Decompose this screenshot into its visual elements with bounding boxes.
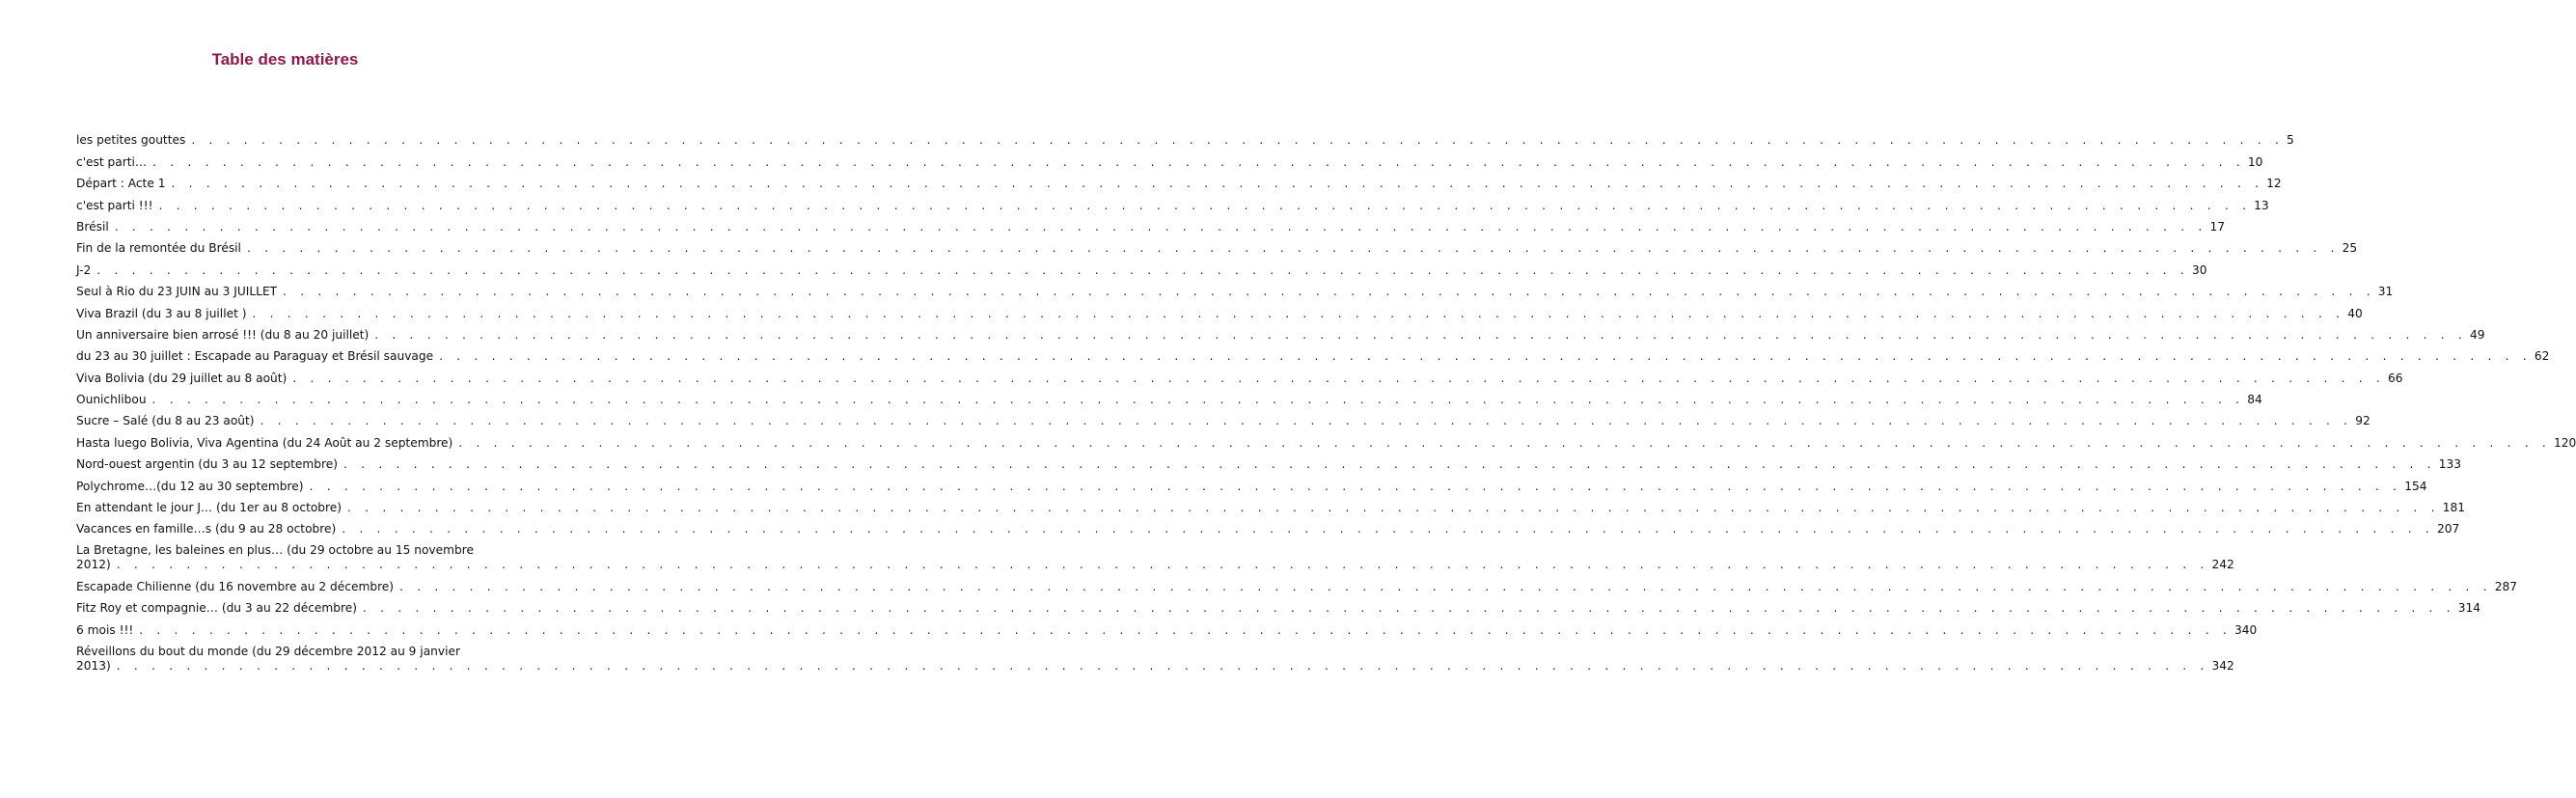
toc-entry[interactable] xyxy=(76,537,2234,572)
toc-entry-page: 120 xyxy=(2554,435,2576,450)
toc-entry-label: Escapade Chilienne (du 16 novembre au 2 décembre) xyxy=(76,579,395,593)
toc-entry[interactable] xyxy=(76,148,2263,169)
dot-leader: . . . . . . . . . . . . . . . . . . . . . . . . . . . . . . . . . . . . . . . . . . . . . . . . . . . . . . . . . . . . . . . . . . . . . . . . . . . . . . . . . . . . . . . . . . . . . . . . . . . . . . . . . . . . . . . . . . . . . . . . xyxy=(252,306,2345,320)
toc-entry-label: Départ : Acte 1 xyxy=(76,177,166,191)
toc-entry-page: 340 xyxy=(2233,622,2258,637)
toc-entry-page: 342 xyxy=(2211,658,2234,673)
toc-entry-page: 133 xyxy=(2438,457,2461,472)
toc-entry[interactable] xyxy=(76,364,2403,385)
toc-entry-page: 31 xyxy=(2377,285,2394,299)
toc-entry-label: Seul à Rio du 23 JUIN au 3 JUILLET xyxy=(76,285,278,299)
toc-entry-label: du 23 au 30 juillet : Escapade au Paraguay et Brésil sauvage xyxy=(76,349,434,364)
toc-entry-page: 181 xyxy=(2442,501,2466,515)
dot-leader: . . . . . . . . . . . . . . . . . . . . . . . . . . . . . . . . . . . . . . . . . . . . . . . . . . . . . . . . . . . . . . . . . . . . . . . . . . . . . . . . . . . . . . . . . . . . . . . . . . . . . . . . . . . . . . . . . . . . . . . . xyxy=(191,133,2285,148)
toc-entry[interactable] xyxy=(76,343,2550,364)
toc-entry[interactable] xyxy=(76,126,2294,148)
dot-leader: . . . . . . . . . . . . . . . . . . . . . . . . . . . . . . . . . . . . . . . . . . . . . . . . . . . . . . . . . . . . . . . . . . . . . . . . . . . . . . . . . . . . . . . . . . . . . . . . . . . . . . . . . . . . . . . . . . . . . . . . xyxy=(246,241,2340,256)
dot-leader: . . . . . . . . . . . . . . . . . . . . . . . . . . . . . . . . . . . . . . . . . . . . . . . . . . . . . . . . . . . . . . . . . . . . . . . . . . . . . . . . . . . . . . . . . . . . . . . . . . . . . . . . . . . . . . . . . . . . . . . . xyxy=(260,414,2353,428)
toc-entry-page: 30 xyxy=(2192,262,2207,277)
dot-leader: . . . . . . . . . . . . . . . . . . . . . . . . . . . . . . . . . . . . . . . . . . . . . . . . . . . . . . . . . . . . . . . . . . . . . . . . . . . . . . . . . . . . . . . . . . . . . . . . . . . . . . . . . . . . . . . . . . . . . . . . xyxy=(342,522,2434,537)
toc-entry-label: c'est parti… xyxy=(76,154,148,169)
toc-entry-label: Un anniversaire bien arrosé !!! (du 8 au 20 juillet) xyxy=(76,327,370,342)
toc-entry[interactable] xyxy=(76,234,2358,256)
dot-leader: . . . . . . . . . . . . . . . . . . . . . . . . . . . . . . . . . . . . . . . . . . . . . . . . . . . . . . . . . . . . . . . . . . . . . . . . . . . . . . . . . . . . . . . . . . . . . . . . . . . . . . . . . . . . . . . . . . . . . . . . xyxy=(343,457,2436,472)
dot-leader: . . . . . . . . . . . . . . . . . . . . . . . . . . . . . . . . . . . . . . . . . . . . . . . . . . . . . . . . . . . . . . . . . . . . . . . . . . . . . . . . . . . . . . . . . . . . . . . . . . . . . . . . . . . . . . . . . . . . . . . . xyxy=(458,435,2552,450)
toc-entry-label: Réveillons du bout du monde (du 29 décembre 2012 au 9 janvier xyxy=(76,644,460,658)
toc-entry-label: En attendant le jour J… (du 1er au 8 octobre) xyxy=(76,501,343,515)
toc-entry-label: Viva Bolivia (du 29 juillet au 8 août) xyxy=(76,371,288,385)
toc-entry[interactable] xyxy=(76,278,2394,299)
dot-leader: . . . . . . . . . . . . . . . . . . . . . . . . . . . . . . . . . . . . . . . . . . . . . . . . . . . . . . . . . . . . . . . . . . . . . . . . . . . . . . . . . . . . . . . . . . . . . . . . . . . . . . . . . . . . . . . . . . . . . . . . xyxy=(116,658,2209,673)
toc-entry-label-continued: 2013) xyxy=(76,658,111,673)
toc-entry-label: Nord-ouest argentin (du 3 au 12 septembre) xyxy=(76,457,339,472)
dot-leader: . . . . . . . . . . . . . . . . . . . . . . . . . . . . . . . . . . . . . . . . . . . . . . . . . . . . . . . . . . . . . . . . . . . . . . . . . . . . . . . . . . . . . . . . . . . . . . . . . . . . . . . . . . . . . . . . . . . . . . . . xyxy=(439,349,2532,364)
dot-leader: . . . . . . . . . . . . . . . . . . . . . . . . . . . . . . . . . . . . . . . . . . . . . . . . . . . . . . . . . . . . . . . . . . . . . . . . . . . . . . . . . . . . . . . . . . . . . . . . . . . . . . . . . . . . . . . . . . . . . . . . xyxy=(309,479,2402,493)
toc-entry-page: 25 xyxy=(2342,241,2358,256)
toc-entry-page: 207 xyxy=(2436,522,2460,537)
toc-entry[interactable] xyxy=(76,572,2518,593)
toc-entry-label: les petites gouttes xyxy=(76,133,186,148)
table-of-contents xyxy=(76,126,2576,674)
toc-entry[interactable] xyxy=(76,594,2480,616)
dot-leader: . . . . . . . . . . . . . . . . . . . . . . . . . . . . . . . . . . . . . . . . . . . . . . . . . . . . . . . . . . . . . . . . . . . . . . . . . . . . . . . . . . . . . . . . . . . . . . . . . . . . . . . . . . . . . . . . . . . . . . . . xyxy=(292,371,2386,385)
toc-entry-page: 242 xyxy=(2211,558,2234,572)
toc-entry[interactable] xyxy=(76,616,2258,637)
toc-entry-page: 13 xyxy=(2254,198,2269,212)
toc-entry-page: 154 xyxy=(2404,479,2427,493)
toc-entry-page: 5 xyxy=(2287,133,2294,148)
toc-entry-label: Sucre – Salé (du 8 au 23 août) xyxy=(76,414,255,428)
toc-entry-label: Fitz Roy et compagnie… (du 3 au 22 décembre) xyxy=(76,601,358,616)
toc-entry-label: Hasta luego Bolivia, Viva Agentina (du 24 Août au 2 septembre) xyxy=(76,435,453,450)
toc-entry-label: Vacances en famille…s (du 9 au 28 octobre) xyxy=(76,522,337,537)
toc-entry-label: Viva Brazil (du 3 au 8 juillet ) xyxy=(76,306,247,320)
dot-leader: . . . . . . . . . . . . . . . . . . . . . . . . . . . . . . . . . . . . . . . . . . . . . . . . . . . . . . . . . . . . . . . . . . . . . . . . . . . . . . . . . . . . . . . . . . . . . . . . . . . . . . . . . . . . . . . . . . . . . . . . xyxy=(152,154,2245,169)
toc-entry[interactable] xyxy=(76,321,2485,343)
dot-leader: . . . . . . . . . . . . . . . . . . . . . . . . . . . . . . . . . . . . . . . . . . . . . . . . . . . . . . . . . . . . . . . . . . . . . . . . . . . . . . . . . . . . . . . . . . . . . . . . . . . . . . . . . . . . . . . . . . . . . . . . xyxy=(347,501,2440,515)
toc-entry-page: 17 xyxy=(2209,219,2225,234)
dot-leader: . . . . . . . . . . . . . . . . . . . . . . . . . . . . . . . . . . . . . . . . . . . . . . . . . . . . . . . . . . . . . . . . . . . . . . . . . . . . . . . . . . . . . . . . . . . . . . . . . . . . . . . . . . . . . . . . . . . . . . . . xyxy=(158,198,2252,212)
toc-entry-page: 40 xyxy=(2347,306,2363,320)
toc-entry[interactable] xyxy=(76,451,2461,472)
toc-entry-label: Brésil xyxy=(76,219,109,234)
dot-leader: . . . . . . . . . . . . . . . . . . . . . . . . . . . . . . . . . . . . . . . . . . . . . . . . . . . . . . . . . . . . . . . . . . . . . . . . . . . . . . . . . . . . . . . . . . . . . . . . . . . . . . . . . . . . . . . . . . . . . . . . xyxy=(283,285,2375,299)
dot-leader: . . . . . . . . . . . . . . . . . . . . . . . . . . . . . . . . . . . . . . . . . . . . . . . . . . . . . . . . . . . . . . . . . . . . . . . . . . . . . . . . . . . . . . . . . . . . . . . . . . . . . . . . . . . . . . . . . . . . . . . . xyxy=(363,601,2455,616)
dot-leader: . . . . . . . . . . . . . . . . . . . . . . . . . . . . . . . . . . . . . . . . . . . . . . . . . . . . . . . . . . . . . . . . . . . . . . . . . . . . . . . . . . . . . . . . . . . . . . . . . . . . . . . . . . . . . . . . . . . . . . . . xyxy=(96,262,2190,277)
toc-entry-label: J-2 xyxy=(76,262,92,277)
dot-leader: . . . . . . . . . . . . . . . . . . . . . . . . . . . . . . . . . . . . . . . . . . . . . . . . . . . . . . . . . . . . . . . . . . . . . . . . . . . . . . . . . . . . . . . . . . . . . . . . . . . . . . . . . . . . . . . . . . . . . . . . xyxy=(171,177,2264,191)
toc-entry[interactable] xyxy=(76,472,2427,493)
dot-leader: . . . . . . . . . . . . . . . . . . . . . . . . . . . . . . . . . . . . . . . . . . . . . . . . . . . . . . . . . . . . . . . . . . . . . . . . . . . . . . . . . . . . . . . . . . . . . . . . . . . . . . . . . . . . . . . . . . . . . . . . xyxy=(374,327,2467,342)
toc-entry[interactable] xyxy=(76,428,2576,450)
toc-entry-page: 62 xyxy=(2534,349,2550,364)
toc-entry-label-continued: 2012) xyxy=(76,558,111,572)
toc-entry-label: Ounichlibou xyxy=(76,393,147,407)
toc-entry-page: 49 xyxy=(2469,327,2485,342)
toc-entry-label: 6 mois !!! xyxy=(76,622,134,637)
toc-entry[interactable] xyxy=(76,638,2234,674)
toc-entry-page: 84 xyxy=(2247,393,2262,407)
toc-entry[interactable] xyxy=(76,299,2363,320)
toc-entry[interactable] xyxy=(76,407,2370,428)
toc-entry[interactable] xyxy=(76,515,2460,537)
toc-entry-label: La Bretagne, les baleines en plus… (du 29 octobre au 15 novembre xyxy=(76,543,474,558)
dot-leader: . . . . . . . . . . . . . . . . . . . . . . . . . . . . . . . . . . . . . . . . . . . . . . . . . . . . . . . . . . . . . . . . . . . . . . . . . . . . . . . . . . . . . . . . . . . . . . . . . . . . . . . . . . . . . . . . . . . . . . . . xyxy=(139,622,2232,637)
toc-entry-label: Polychrome…(du 12 au 30 septembre) xyxy=(76,479,304,493)
toc-entry-label: Fin de la remontée du Brésil xyxy=(76,241,241,256)
toc-entry-label: c'est parti !!! xyxy=(76,198,153,212)
dot-leader: . . . . . . . . . . . . . . . . . . . . . . . . . . . . . . . . . . . . . . . . . . . . . . . . . . . . . . . . . . . . . . . . . . . . . . . . . . . . . . . . . . . . . . . . . . . . . . . . . . . . . . . . . . . . . . . . . . . . . . . . xyxy=(151,393,2245,407)
toc-entry[interactable] xyxy=(76,213,2225,234)
toc-entry[interactable] xyxy=(76,256,2207,277)
toc-entry[interactable] xyxy=(76,494,2466,515)
toc-entry-page: 12 xyxy=(2266,177,2282,191)
dot-leader: . . . . . . . . . . . . . . . . . . . . . . . . . . . . . . . . . . . . . . . . . . . . . . . . . . . . . . . . . . . . . . . . . . . . . . . . . . . . . . . . . . . . . . . . . . . . . . . . . . . . . . . . . . . . . . . . . . . . . . . . xyxy=(399,579,2492,593)
toc-entry-page: 66 xyxy=(2388,371,2403,385)
dot-leader: . . . . . . . . . . . . . . . . . . . . . . . . . . . . . . . . . . . . . . . . . . . . . . . . . . . . . . . . . . . . . . . . . . . . . . . . . . . . . . . . . . . . . . . . . . . . . . . . . . . . . . . . . . . . . . . . . . . . . . . . xyxy=(114,219,2207,234)
toc-entry[interactable] xyxy=(76,170,2282,191)
toc-entry-page: 10 xyxy=(2247,154,2263,169)
toc-entry-page: 287 xyxy=(2494,579,2518,593)
toc-entry-page: 92 xyxy=(2355,414,2370,428)
toc-entry[interactable] xyxy=(76,191,2269,212)
toc-title: Table des matières xyxy=(211,50,359,69)
dot-leader: . . . . . . . . . . . . . . . . . . . . . . . . . . . . . . . . . . . . . . . . . . . . . . . . . . . . . . . . . . . . . . . . . . . . . . . . . . . . . . . . . . . . . . . . . . . . . . . . . . . . . . . . . . . . . . . . . . . . . . . . xyxy=(116,558,2209,572)
toc-entry-page: 314 xyxy=(2457,601,2480,616)
toc-entry[interactable] xyxy=(76,386,2262,407)
